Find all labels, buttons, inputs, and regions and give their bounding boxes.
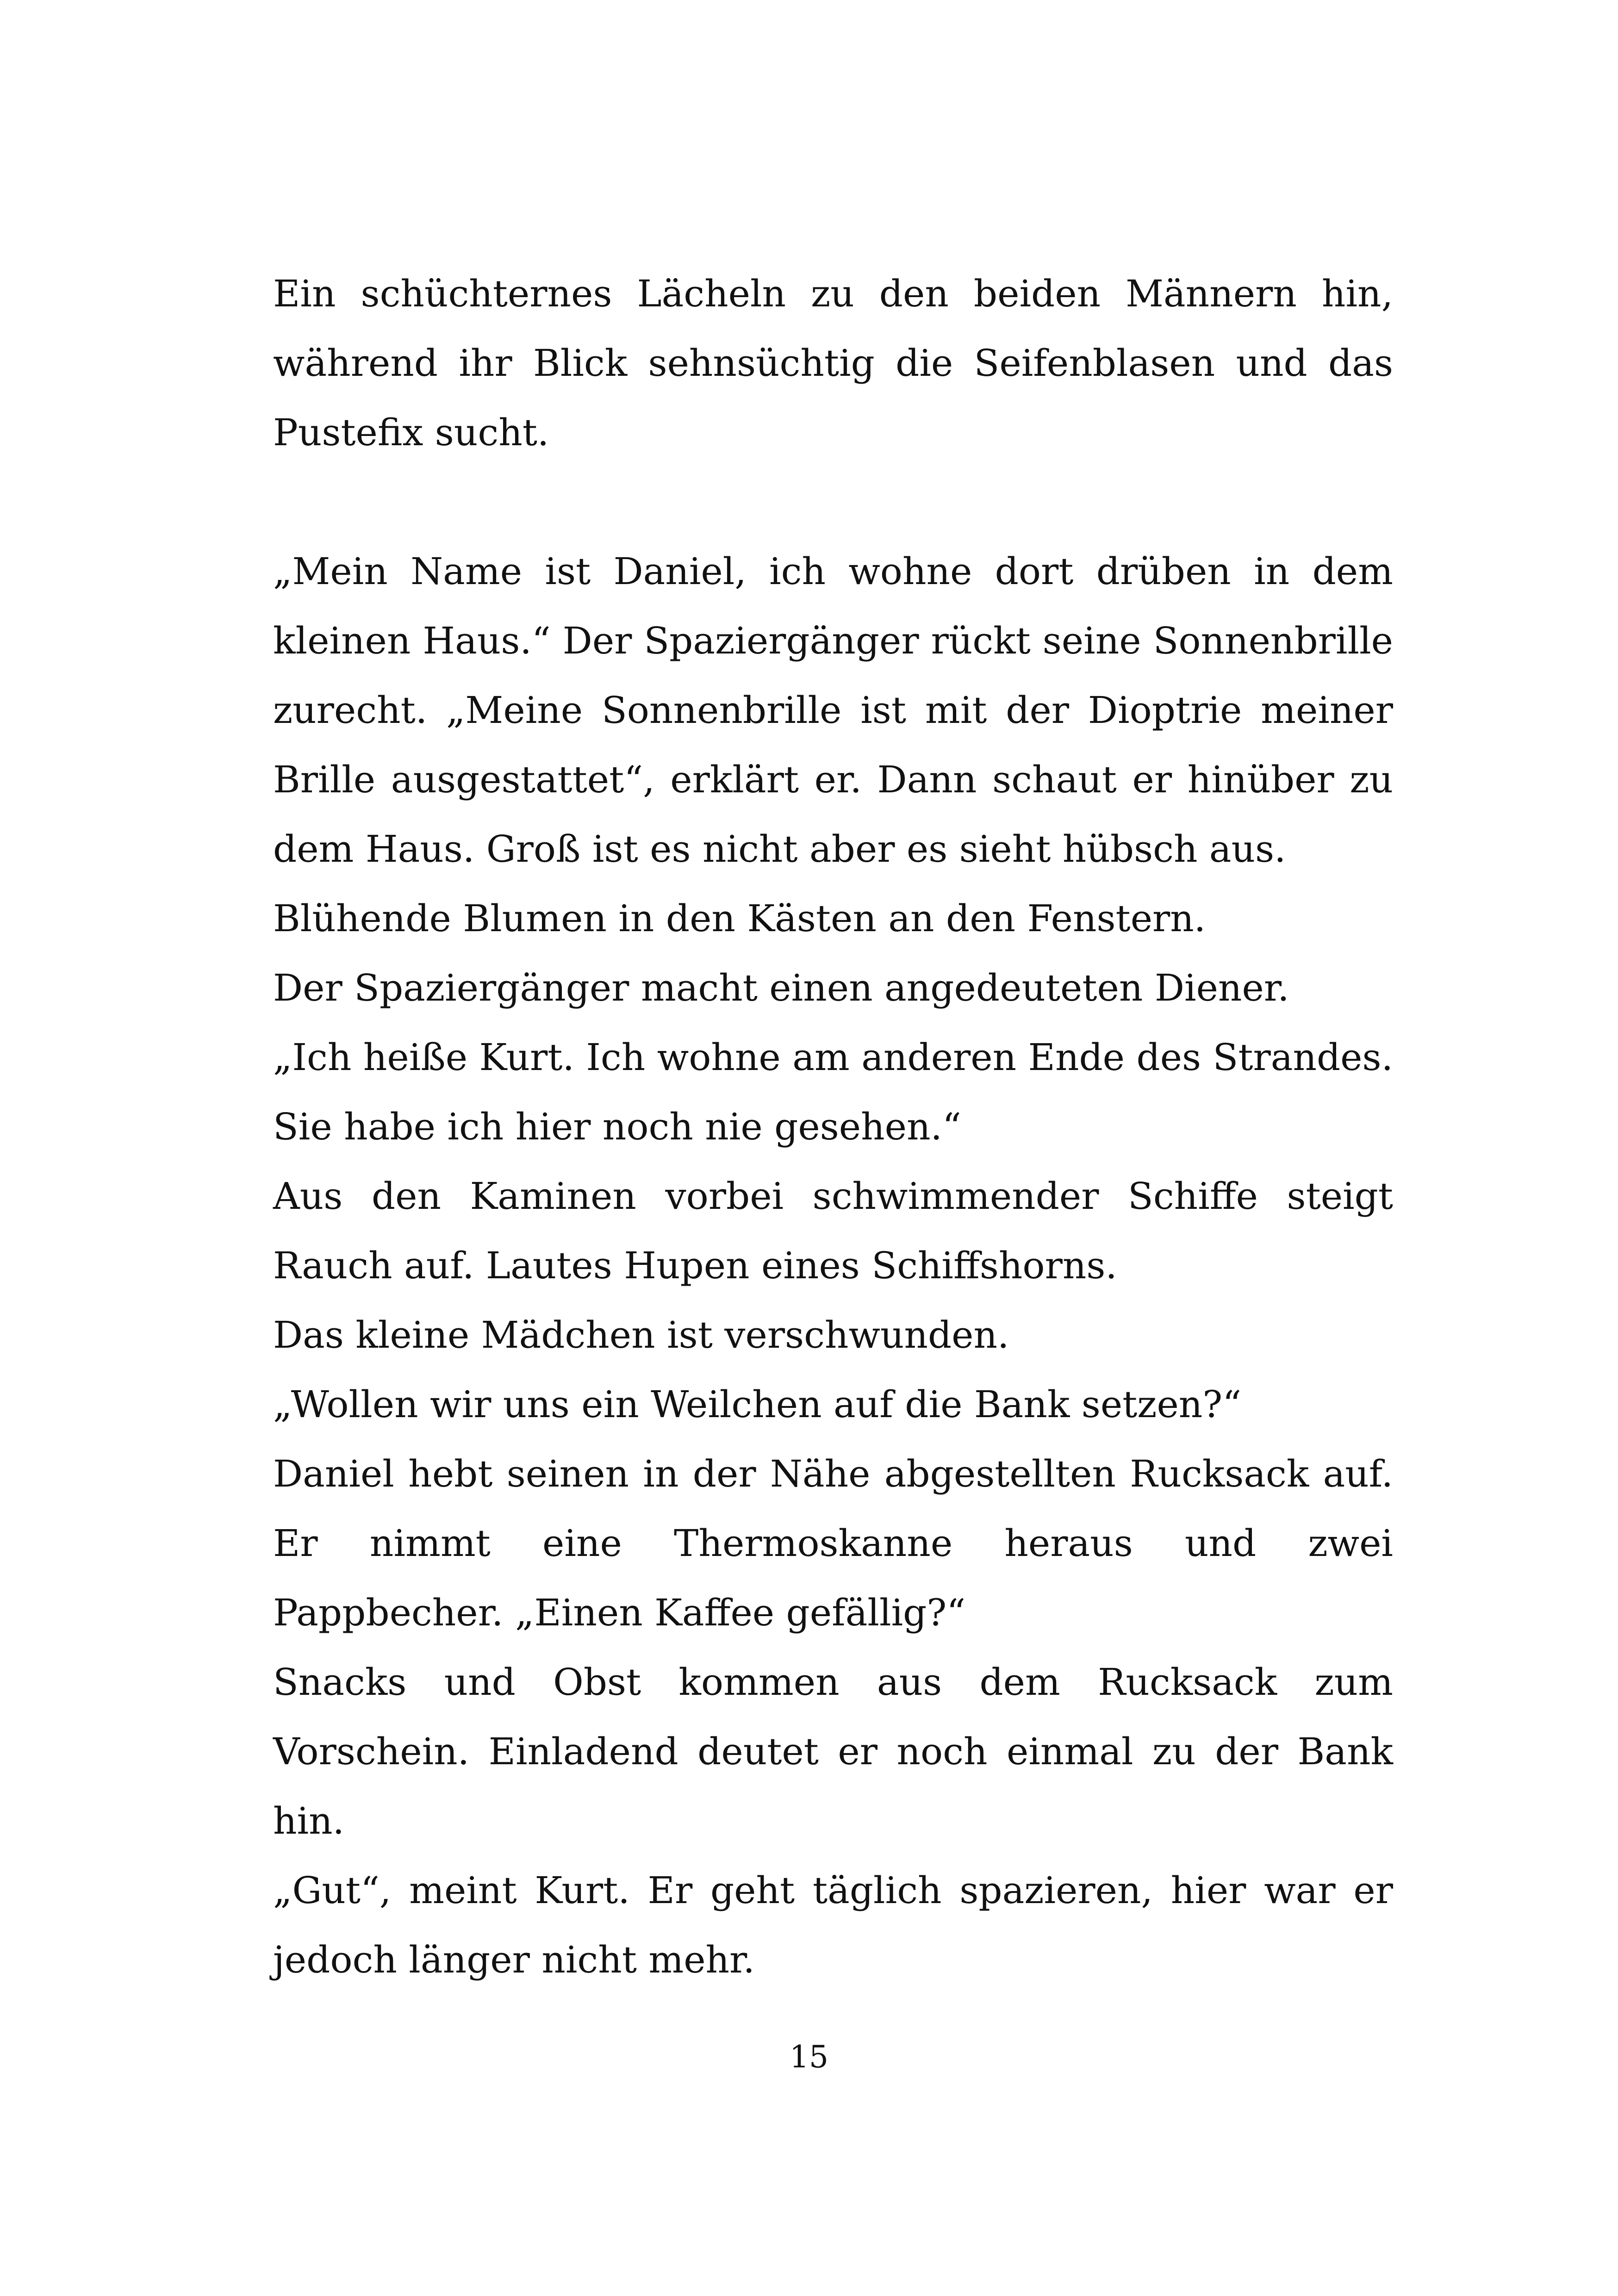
paragraph: „Ich heiße Kurt. Ich wohne am anderen Ende des Strandes. Sie habe ich hier noch nie gesehen.“ [273,1036,1393,1148]
paragraph: „Gut“, meint Kurt. Er geht täglich spazieren, hier war er jedoch länger nicht mehr. [273,1869,1393,1981]
paragraph: Der Spaziergänger macht einen angedeuteten Diener. [273,966,1289,1009]
paragraph-spacer [273,467,1393,537]
text-body [273,259,1393,1995]
paragraph: Daniel hebt seinen in der Nähe abgestellten Rucksack auf. Er nimmt eine Thermoskanne heraus und zwei Pappbecher. „Einen Kaffee gefällig?“ [273,1452,1393,1634]
paragraph: Snacks und Obst kommen aus dem Rucksack zum Vorschein. Einladend deutet er noch einmal zu der Bank hin. [273,1661,1393,1842]
paragraph: Aus den Kaminen vorbei schwimmender Schiffe steigt Rauch auf. Lautes Hupen eines Schiffshorns. [273,1175,1393,1287]
paragraph: Ein schüchternes Lächeln zu den beiden Männern hin, während ihr Blick sehnsüchtig die Seifenblasen und das Pustefix sucht. [273,272,1393,454]
paragraph: „Mein Name ist Daniel, ich wohne dort drüben in dem kleinen Haus.“ Der Spaziergänger rückt seine Sonnenbrille zurecht. „Meine Sonnenbrille ist mit der Dioptrie meiner Brille ausgestattet“, erklärt er. Dann schaut er hinüber zu dem Haus. Groß ist es nicht aber es sieht hübsch aus. [273,550,1393,871]
paragraph: „Wollen wir uns ein Weilchen auf die Bank setzen?“ [273,1383,1242,1426]
paragraph: Blühende Blumen in den Kästen an den Fenstern. [273,897,1206,940]
paragraph: Das kleine Mädchen ist verschwunden. [273,1313,1009,1356]
page-number: 15 [790,2039,828,2075]
